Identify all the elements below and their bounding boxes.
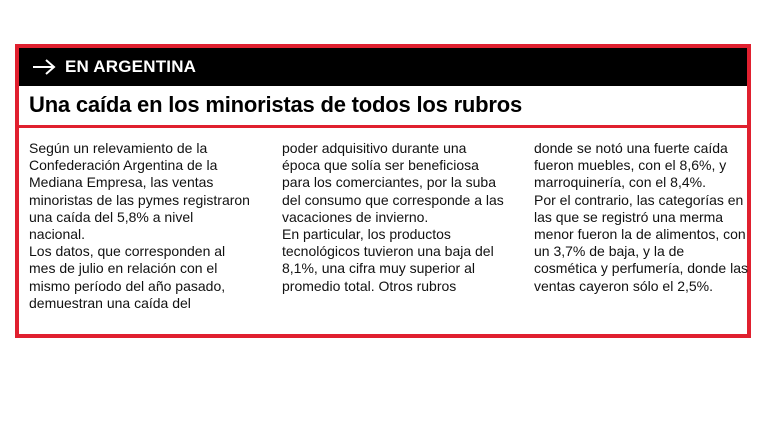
paragraph: Según un relevamiento de la Confederación Argentina de la Mediana Empresa, las ventas minoristas de las pymes registraron una caída del 5,8% a nivel nacional. xyxy=(29,140,250,243)
paragraph: Los datos, que corresponden al mes de julio en relación con el mismo período del año pasado, demuestran una caída del xyxy=(29,243,226,311)
paragraph: poder adquisitivo durante una época que solía ser beneficiosa para los comerciantes, por la suba del consumo que corresponde a las vacaciones de invierno. xyxy=(282,140,504,225)
paragraph: Por el contrario, las categorías en las que se registró una merma menor fueron la de alimentos, con un 3,7% de baja, y la de cosmética y perfumería, donde las ventas cayeron sólo el 2,5%. xyxy=(534,191,748,294)
kicker-bar xyxy=(19,48,747,86)
text-column-1 xyxy=(29,140,251,312)
text-column-3 xyxy=(534,140,749,295)
article-box xyxy=(15,44,751,338)
headline: Una caída en los minoristas de todos los rubros xyxy=(29,92,523,117)
divider xyxy=(19,125,747,128)
arrow-right-icon xyxy=(31,57,57,77)
paragraph: donde se notó una fuerte caída fueron muebles, con el 8,6%, y marroquinería, con el 8,4%. xyxy=(534,140,728,191)
text-column-2 xyxy=(282,140,504,295)
paragraph: En particular, los productos tecnológicos tuvieron una baja del 8,1%, una cifra muy superior al promedio total. Otros rubros xyxy=(282,226,494,294)
kicker-label: EN ARGENTINA xyxy=(65,57,197,76)
